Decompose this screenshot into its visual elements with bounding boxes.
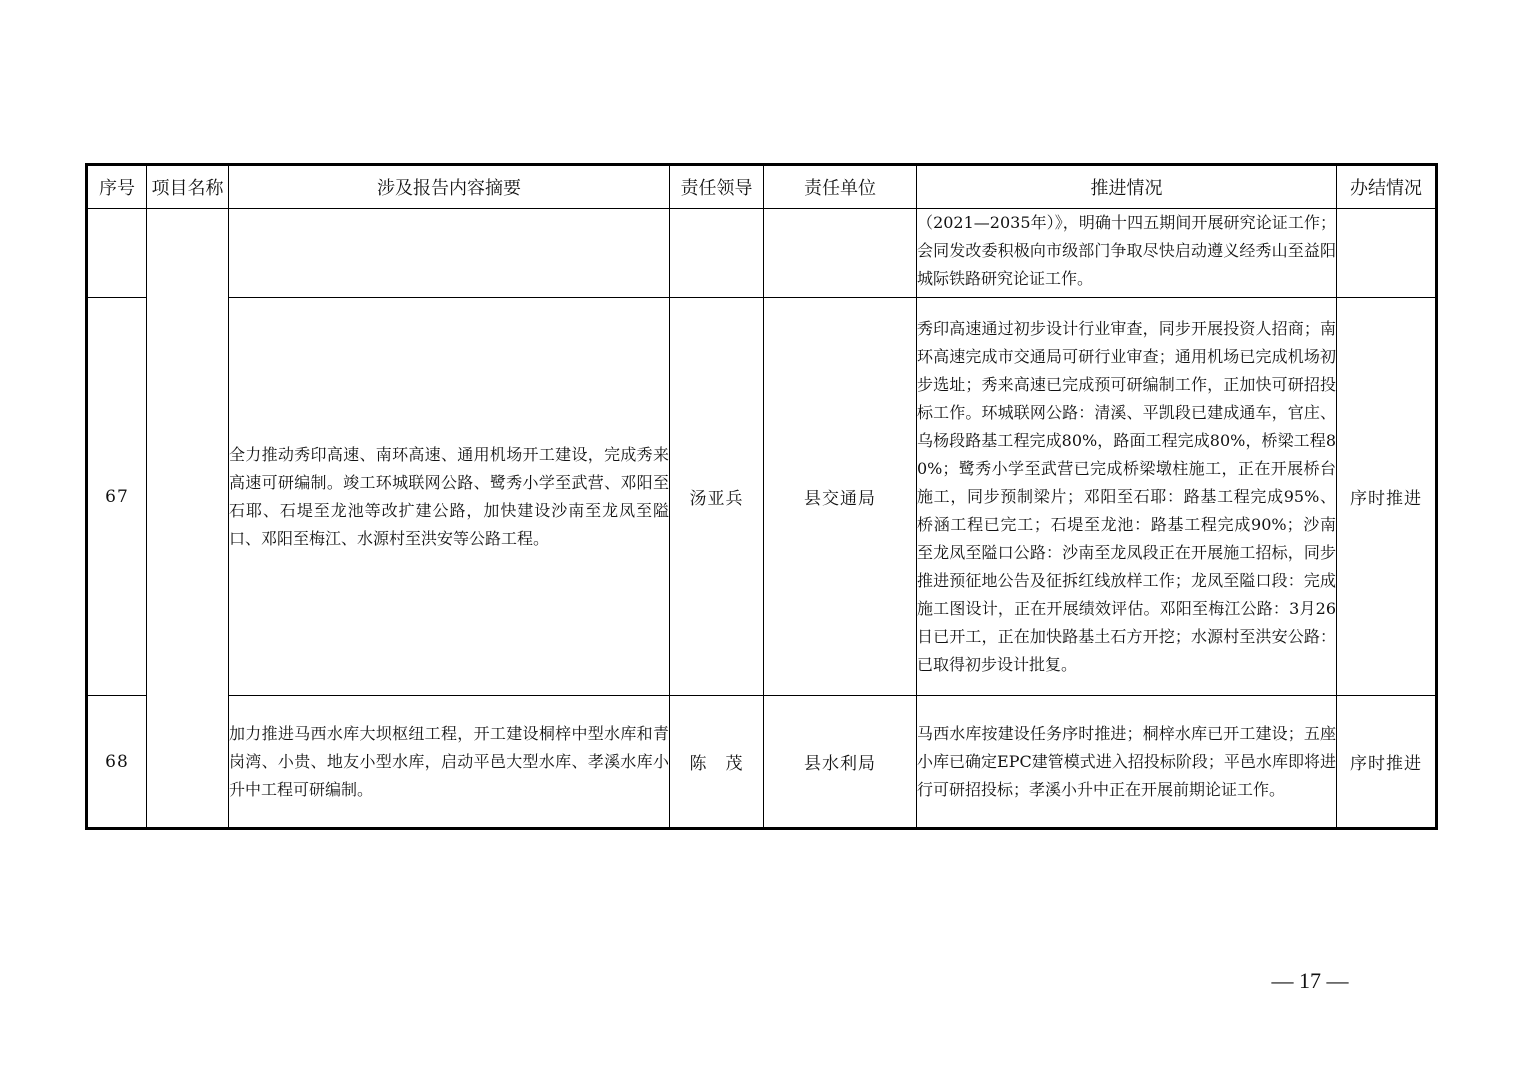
- row-status: 序时推进: [1337, 298, 1437, 696]
- header-leader: 责任领导: [670, 165, 764, 209]
- row-summary: 加力推进马西水库大坝枢纽工程，开工建设桐梓中型水库和青岗湾、小贵、地友小型水库，启动平邑大型水库、孝溪水库小升中工程可研编制。: [229, 696, 670, 829]
- row-unit: 县交通局: [764, 298, 917, 696]
- progress-table: [85, 163, 1438, 830]
- row-seq: 68: [87, 696, 147, 829]
- row-seq: 67: [87, 298, 147, 696]
- table-row: [87, 209, 1437, 298]
- project-name-cell: [147, 209, 229, 829]
- row-summary: [229, 209, 670, 298]
- row-status: [1337, 209, 1437, 298]
- header-unit: 责任单位: [764, 165, 917, 209]
- row-unit: 县水利局: [764, 696, 917, 829]
- table-row: [87, 696, 1437, 829]
- row-status: 序时推进: [1337, 696, 1437, 829]
- row-progress: 马西水库按建设任务序时推进；桐梓水库已开工建设；五座小库已确定EPC建管模式进入招投标阶段；平邑水库即将进行可研招投标；孝溪小升中正在开展前期论证工作。: [917, 696, 1337, 829]
- row-summary: 全力推动秀印高速、南环高速、通用机场开工建设，完成秀来高速可研编制。竣工环城联网公路、鹭秀小学至武营、邓阳至石耶、石堤至龙池等改扩建公路，加快建设沙南至龙凤至隘口、邓阳至梅江、水源村至洪安等公路工程。: [229, 298, 670, 696]
- header-row: [87, 165, 1437, 209]
- row-progress: 秀印高速通过初步设计行业审查，同步开展投资人招商；南环高速完成市交通局可研行业审查；通用机场已完成机场初步选址；秀来高速已完成预可研编制工作，正加快可研招投标工作。环城联网公路：清溪、平凯段已建成通车，官庄、乌杨段路基工程完成80%，路面工程完成80%，桥梁工程80%；鹭秀小学至武营已完成桥梁墩柱施工，正在开展桥台施工，同步预制梁片；邓阳至石耶：路基工程完成95%、桥涵工程已完工；石堤至龙池：路基工程完成90%；沙南至龙凤至隘口公路：沙南至龙凤段正在开展施工招标，同步推进预征地公告及征拆红线放样工作；龙凤至隘口段：完成施工图设计，正在开展绩效评估。邓阳至梅江公路：3月26日已开工，正在加快路基土石方开挖；水源村至洪安公路：已取得初步设计批复。: [917, 298, 1337, 696]
- header-summary: 涉及报告内容摘要: [229, 165, 670, 209]
- row-leader: 陈 茂: [670, 696, 764, 829]
- header-progress: 推进情况: [917, 165, 1337, 209]
- header-status: 办结情况: [1337, 165, 1437, 209]
- row-seq: [87, 209, 147, 298]
- row-leader: [670, 209, 764, 298]
- table-row: [87, 298, 1437, 696]
- row-leader: 汤亚兵: [670, 298, 764, 696]
- header-project-name: 项目名称: [147, 165, 229, 209]
- header-seq: 序号: [87, 165, 147, 209]
- row-unit: [764, 209, 917, 298]
- page-number: — 17 —: [1271, 968, 1349, 993]
- row-progress: （2021—2035年）》，明确十四五期间开展研究论证工作；会同发改委积极向市级部门争取尽快启动遵义经秀山至益阳城际铁路研究论证工作。: [917, 209, 1337, 298]
